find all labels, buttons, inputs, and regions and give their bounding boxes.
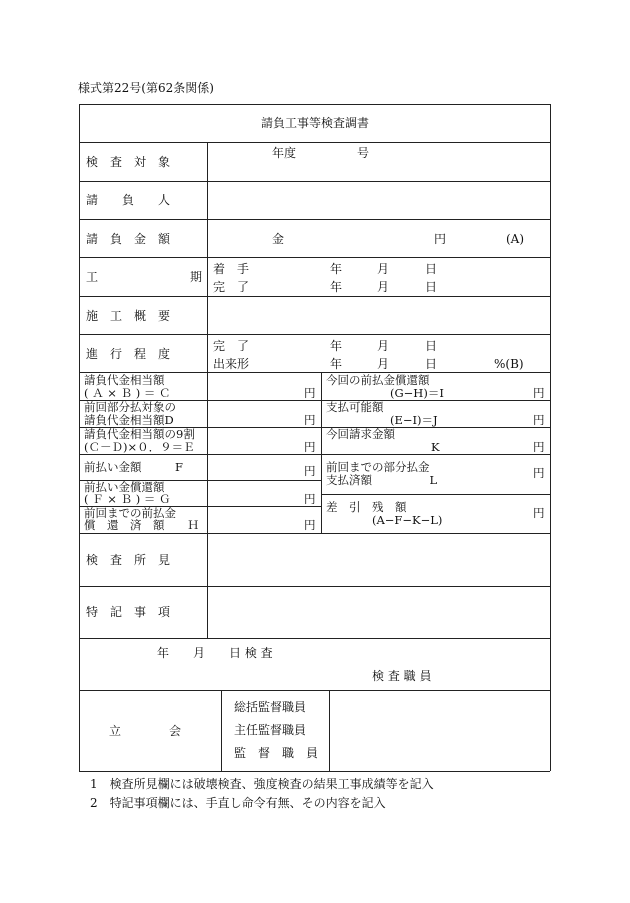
calc-k-line2: K bbox=[431, 440, 440, 454]
calc-g-yen: 円 bbox=[304, 492, 316, 506]
calc-h-line1: 前回までの前払金 bbox=[84, 506, 176, 520]
outline-label: 施 工 概 要 bbox=[86, 309, 171, 323]
period-end-year: 年 bbox=[330, 280, 343, 294]
inspector-label: 検 査 職 員 bbox=[372, 669, 432, 683]
progress-complete-month: 月 bbox=[377, 339, 390, 353]
progress-dekigata-year: 年 bbox=[330, 357, 343, 371]
calc-i-line2: (G−H)＝I bbox=[390, 386, 444, 400]
progress-dekigata-month: 月 bbox=[377, 357, 390, 371]
target-value[interactable] bbox=[210, 160, 547, 178]
calc-h-line2: 償 還 済 額 Ｈ bbox=[84, 518, 199, 532]
progress-complete-year: 年 bbox=[330, 339, 343, 353]
calc-h-yen: 円 bbox=[304, 518, 316, 532]
calc-c-line1: 請負代金相当額 bbox=[84, 373, 165, 387]
calc-j-line1: 支払可能額 bbox=[326, 400, 384, 414]
calc-i-yen: 円 bbox=[533, 386, 545, 400]
amount-mark: (A) bbox=[506, 232, 525, 246]
period-start-month: 月 bbox=[377, 262, 390, 276]
note-1: 1 検査所見欄には破壊検査、強度検査の結果工事成績等を記入 bbox=[90, 777, 434, 791]
calc-l-line2: 支払済額 L bbox=[326, 473, 438, 487]
witness-sokatsu: 総括監督職員 bbox=[234, 700, 307, 714]
calc-e-line2: (Ｃ－Ｄ)×０．９＝Ｅ bbox=[84, 440, 195, 454]
amount-yen: 円 bbox=[434, 232, 447, 246]
findings-value[interactable] bbox=[210, 536, 547, 583]
period-label-left: 工 bbox=[86, 270, 99, 284]
progress-complete-day: 日 bbox=[425, 339, 438, 353]
calc-c-line2: ( Ａ × Ｂ ) ＝ Ｃ bbox=[84, 386, 171, 400]
contractor-value[interactable] bbox=[210, 184, 547, 216]
witness-shunin: 主任監督職員 bbox=[234, 723, 307, 737]
calc-d-yen: 円 bbox=[304, 413, 316, 427]
calc-e-line1: 請負代金相当額の9割 bbox=[84, 427, 195, 441]
calc-g-line1: 前払い金償還額 bbox=[84, 480, 165, 494]
calc-j-yen: 円 bbox=[533, 413, 545, 427]
calc-d-line1: 前回部分払対象の bbox=[84, 400, 176, 414]
calc-i-line1: 今回の前払金償還額 bbox=[326, 373, 430, 387]
inspection-date: 年 月 日 検 査 bbox=[157, 646, 273, 660]
calc-f-label: 前払い金額 bbox=[84, 460, 142, 474]
progress-dekigata-label: 出来形 bbox=[213, 357, 250, 371]
period-end-month: 月 bbox=[377, 280, 390, 294]
period-start-year: 年 bbox=[330, 262, 343, 276]
target-go: 号 bbox=[357, 146, 370, 160]
witness-signature-area[interactable] bbox=[332, 693, 547, 768]
period-start-day: 日 bbox=[425, 262, 438, 276]
calc-l-yen: 円 bbox=[533, 466, 545, 480]
calc-j-line2: (E−I)＝J bbox=[390, 413, 438, 427]
calc-d-line2: 請負代金相当額D bbox=[84, 413, 174, 427]
outline-value[interactable] bbox=[210, 299, 547, 331]
remarks-label: 特 記 事 項 bbox=[86, 605, 171, 619]
progress-label: 進 行 程 度 bbox=[86, 347, 171, 361]
calc-f-mark: F bbox=[175, 460, 183, 474]
period-end-label: 完 了 bbox=[213, 280, 250, 294]
progress-complete-label: 完 了 bbox=[213, 339, 250, 353]
progress-pct: %(B) bbox=[494, 357, 524, 371]
calc-g-line2: ( Ｆ × Ｂ ) ＝ Ｇ bbox=[84, 492, 171, 506]
calc-k-yen: 円 bbox=[533, 440, 545, 454]
progress-dekigata-day: 日 bbox=[425, 357, 438, 371]
period-label-right: 期 bbox=[190, 270, 203, 284]
calc-f-yen: 円 bbox=[304, 464, 316, 478]
witness-kantoku: 監 督 職 員 bbox=[234, 746, 319, 760]
period-end-day: 日 bbox=[425, 280, 438, 294]
target-label: 検 査 対 象 bbox=[86, 155, 171, 169]
note-2: 2 特記事項欄には、手直し命令有無、その内容を記入 bbox=[90, 796, 386, 810]
calc-k-line1: 今回請求金額 bbox=[326, 427, 395, 441]
calc-e-yen: 円 bbox=[304, 440, 316, 454]
calc-c-yen: 円 bbox=[304, 386, 316, 400]
calc-zan-line1: 差 引 残 額 bbox=[326, 500, 407, 514]
witness-label: 立 会 bbox=[109, 724, 182, 738]
remarks-value[interactable] bbox=[210, 589, 547, 635]
calc-zan-yen: 円 bbox=[533, 506, 545, 520]
page-title: 請負工事等検査調書 bbox=[260, 116, 369, 130]
amount-value[interactable] bbox=[290, 222, 430, 254]
contractor-label: 請 負 人 bbox=[86, 193, 171, 207]
calc-l-line1: 前回までの部分払金 bbox=[326, 460, 430, 474]
amount-label: 請 負 金 額 bbox=[86, 232, 171, 246]
target-nendo: 年度 bbox=[272, 146, 297, 160]
amount-kin: 金 bbox=[272, 232, 285, 246]
form-number: 様式第22号(第62条関係) bbox=[78, 81, 214, 95]
findings-label: 検 査 所 見 bbox=[86, 553, 171, 567]
period-start-label: 着 手 bbox=[213, 262, 250, 276]
calc-zan-line2: (A−F−K−L) bbox=[372, 513, 443, 527]
